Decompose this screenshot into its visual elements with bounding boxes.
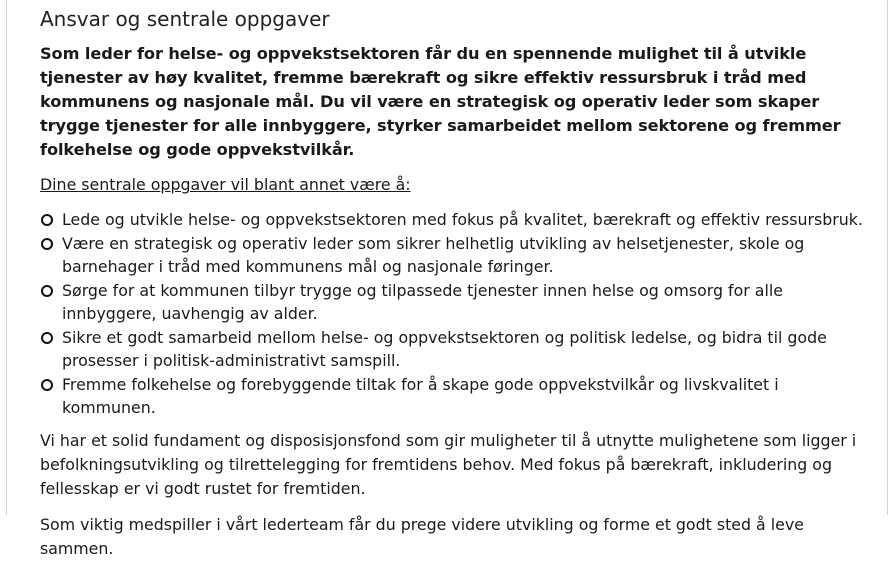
tasks-intro: Dine sentrale oppgaver vil blant annet være å: bbox=[40, 175, 411, 194]
list-item-text: Sørge for at kommunen tilbyr trygge og tilpassede tjenester innen helse og omsorg for alle innbyggere, uavhengig av alder. bbox=[62, 280, 783, 323]
list-item bbox=[40, 326, 870, 373]
circle-bullet-icon bbox=[41, 332, 53, 344]
section-heading: Ansvar og sentrale oppgaver bbox=[40, 7, 330, 31]
circle-bullet-icon bbox=[41, 285, 53, 297]
article-section bbox=[40, 6, 870, 561]
list-item-text: Være en strategisk og operativ leder som sikrer helhetlig utvikling av helsetjenester, skole og barnehager i tråd med kommunens mål og nasjonale føringer. bbox=[62, 233, 805, 276]
body-paragraph-2: Som viktig medspiller i vårt lederteam får du prege videre utvikling og forme et godt sted å leve sammen. bbox=[40, 514, 804, 558]
list-item bbox=[40, 232, 870, 279]
list-item bbox=[40, 208, 870, 232]
list-item bbox=[40, 279, 870, 326]
list-item-text: Lede og utvikle helse- og oppvekstsektoren med fokus på kvalitet, bærekraft og effektiv ressursbruk. bbox=[62, 210, 863, 229]
lead-paragraph: Som leder for helse- og oppvekstsektoren får du en spennende mulighet til å utvikle tjenester av høy kvalitet, fremme bærekraft og sikre effektiv ressursbruk i tråd med kommunens og nasjonale mål. Du vil være en strategisk og operativ leder som skaper trygge tjenester for alle innbyggere, styrker samarbeidet mellom sektorene og fremmer folkehelse og gode oppvekstvilkår. bbox=[40, 44, 841, 159]
tasks-list bbox=[40, 208, 870, 420]
list-item-text: Sikre et godt samarbeid mellom helse- og oppvekstsektoren og politisk ledelse, og bidra til gode prosesser i politisk-administrativt samspill. bbox=[62, 327, 827, 370]
list-item bbox=[40, 373, 870, 420]
circle-bullet-icon bbox=[41, 379, 53, 391]
circle-bullet-icon bbox=[41, 238, 53, 250]
list-item-text: Fremme folkehelse og forebyggende tiltak for å skape gode oppvekstvilkår og livskvalitet i kommunen. bbox=[62, 374, 779, 417]
circle-bullet-icon bbox=[41, 214, 53, 226]
body-paragraph-1: Vi har et solid fundament og disposisjonsfond som gir muligheter til å utnytte mulighetene som ligger i befolkningsutvikling og tilrettelegging for fremtidens behov. Med fokus på bærekraft, inkludering og fellesskap er vi godt rustet for fremtiden. bbox=[40, 430, 857, 498]
